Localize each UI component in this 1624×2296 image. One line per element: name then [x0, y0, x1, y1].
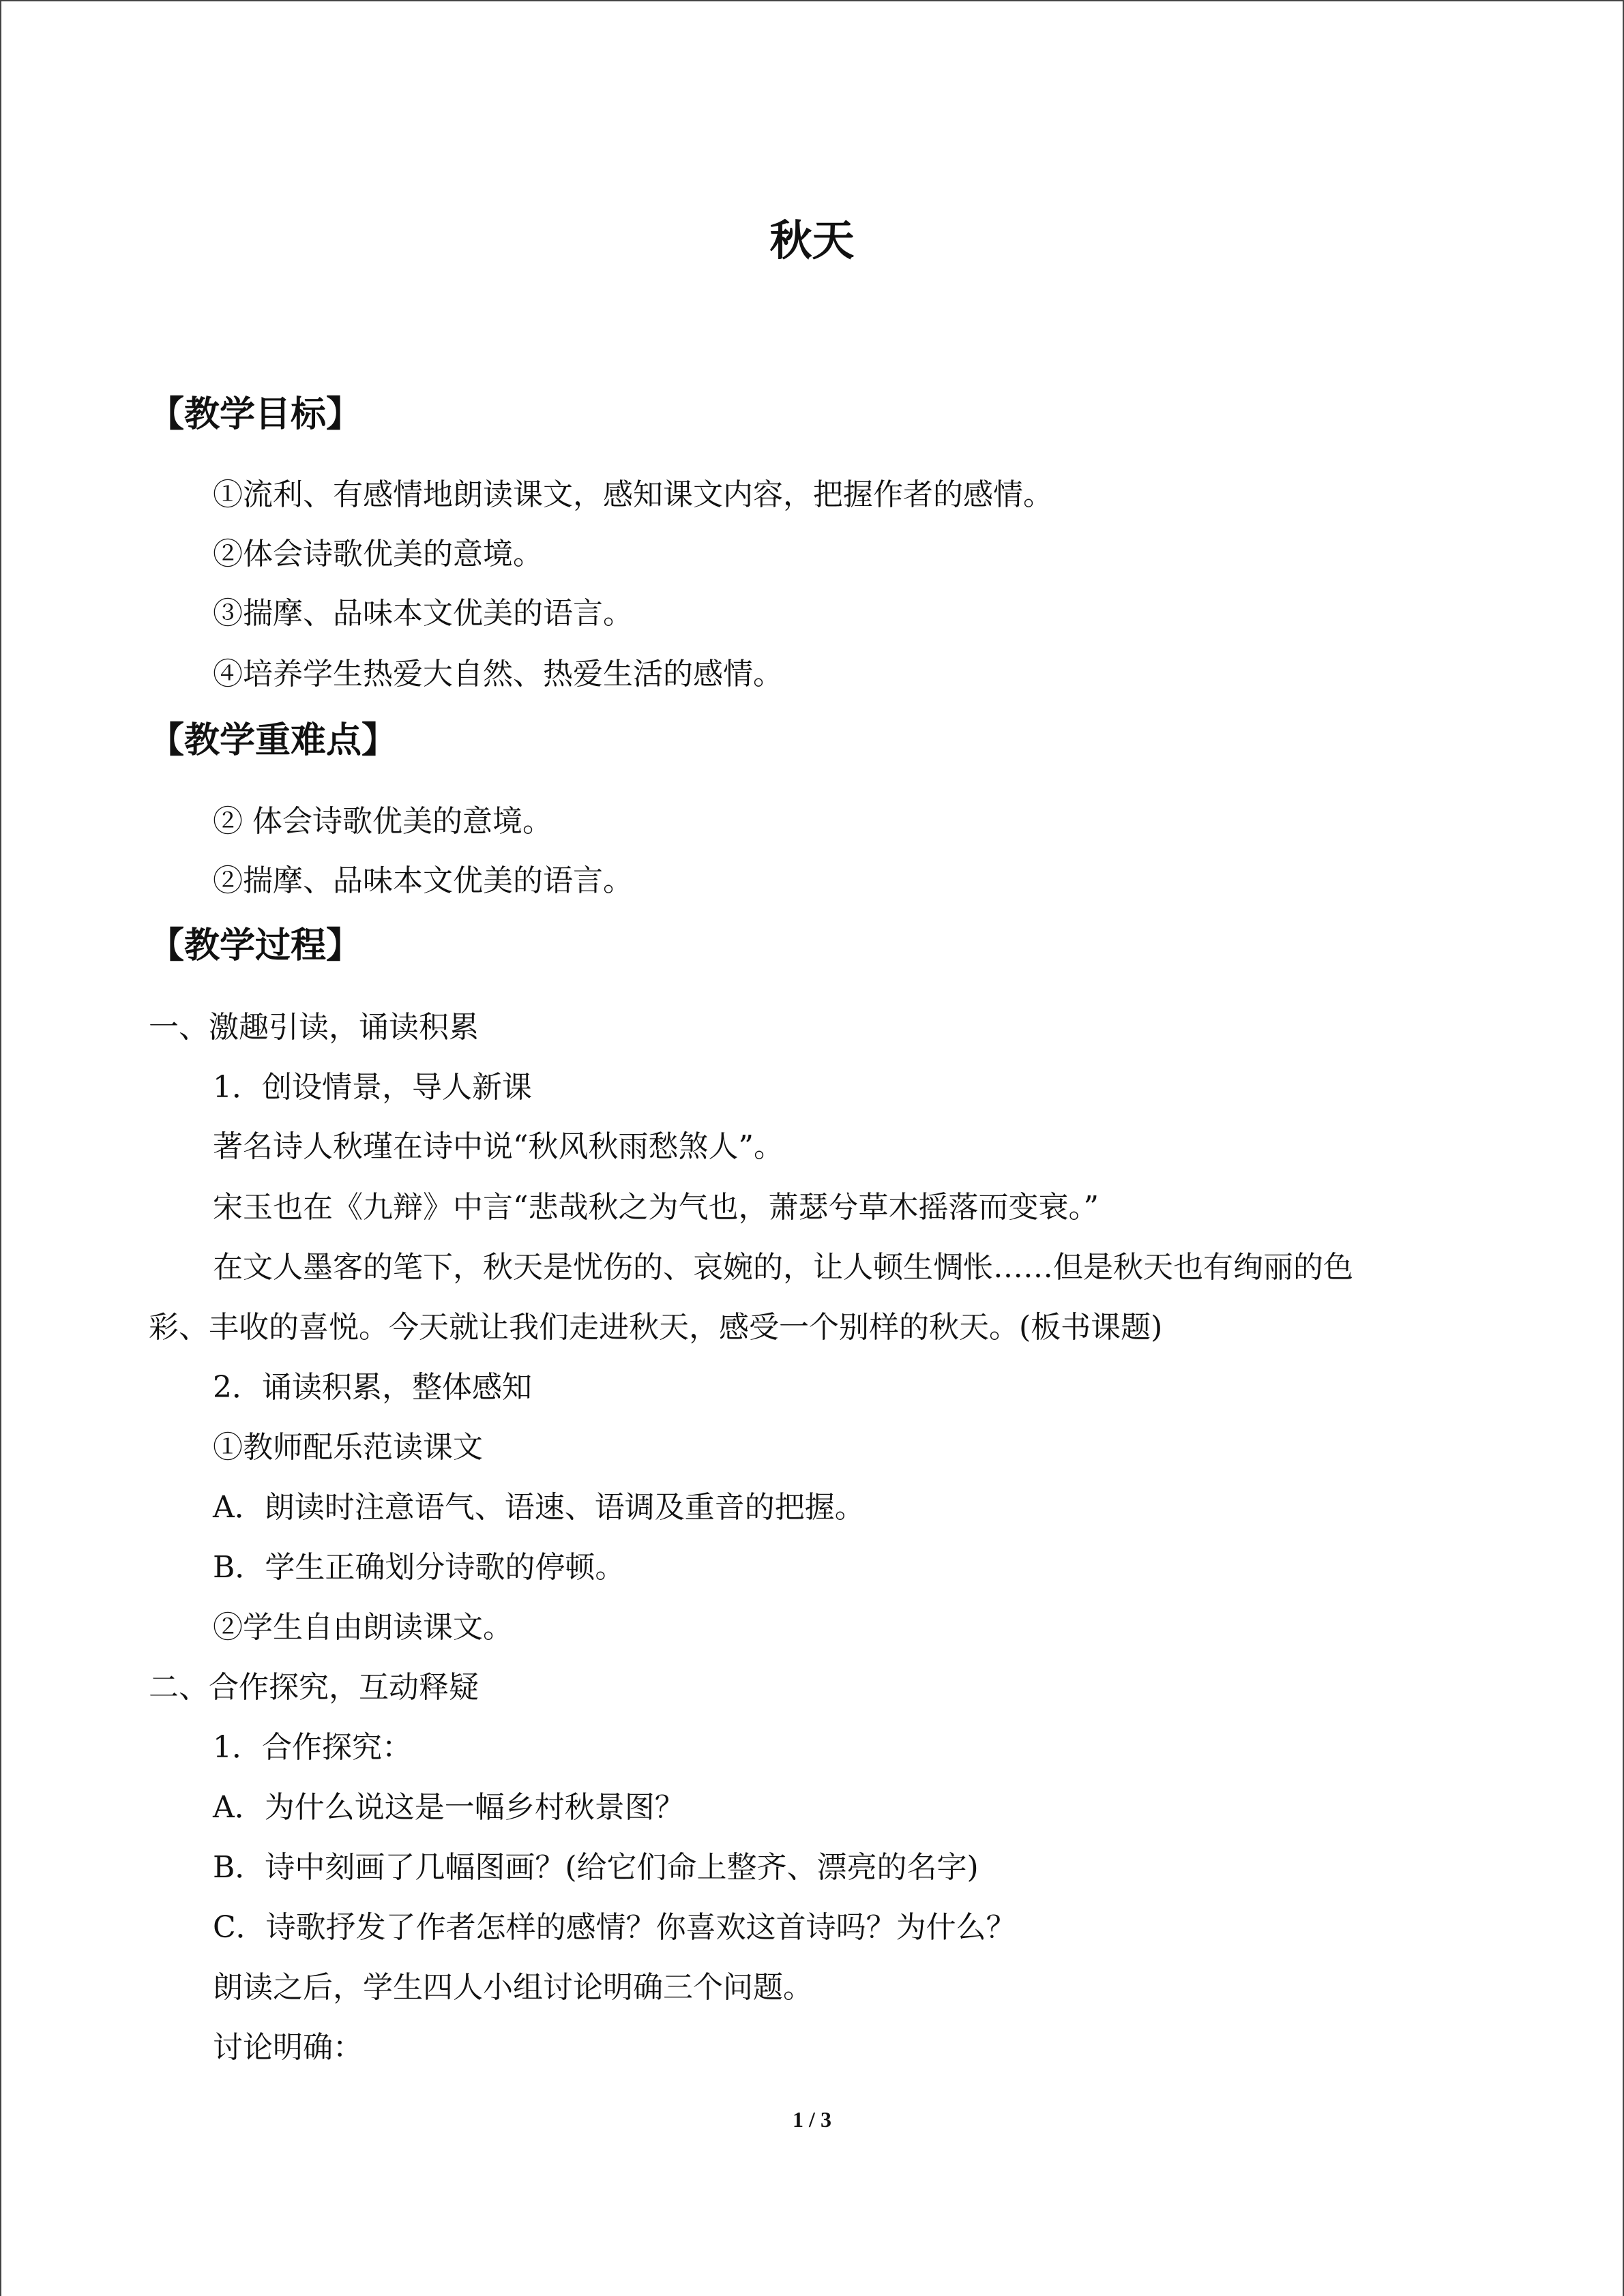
process-text: 在文人墨客的笔下，秋天是忧伤的、哀婉的，让人顿生惆怅……但是秋天也有绚丽的色: [213, 1250, 1353, 1285]
goal-item: ③揣摩、品味本文优美的语言。: [213, 596, 633, 631]
process-text: 宋玉也在《九辩》中言“悲哉秋之为气也，萧瑟兮草木摇落而变衰。”: [213, 1190, 1099, 1225]
process-text: ②学生自由朗读课文。: [213, 1610, 513, 1645]
process-text: 著名诗人秋瑾在诗中说“秋风秋雨愁煞人”。: [213, 1129, 784, 1164]
process-part-title: 二、合作探究，互动释疑: [149, 1670, 479, 1705]
page-title: 秋天: [769, 215, 855, 265]
process-question: C．诗歌抒发了作者怎样的感情？你喜欢这首诗吗？为什么？: [213, 1910, 1016, 1945]
process-part-title: 一、激趣引读，诵读积累: [149, 1010, 479, 1045]
key-point-item: ② 体会诗歌优美的意境。: [213, 804, 552, 839]
process-step: 1．创设情景，导人新课: [213, 1070, 532, 1105]
process-question: B．诗中刻画了几幅图画？(给它们命上整齐、漂亮的名字): [213, 1850, 979, 1885]
process-text: B．学生正确划分诗歌的停顿。: [213, 1550, 625, 1585]
process-text: A．朗读时注意语气、语速、语调及重音的把握。: [213, 1490, 865, 1525]
page-number: 1 / 3: [793, 2107, 831, 2132]
key-points-heading: 【教学重难点】: [149, 720, 398, 761]
process-question: A．为什么说这是一幅乡村秋景图？: [213, 1790, 685, 1825]
process-step: 1．合作探究：: [213, 1730, 412, 1765]
process-text: 朗读之后，学生四人小组讨论明确三个问题。: [213, 1970, 813, 2005]
goal-item: ④培养学生热爱大自然、热爱生活的感情。: [213, 657, 783, 691]
process-step: 2．诵读积累，整体感知: [213, 1370, 532, 1405]
process-text: ①教师配乐范读课文: [213, 1430, 483, 1465]
key-point-item: ②揣摩、品味本文优美的语言。: [213, 863, 633, 898]
process-text: 彩、丰收的喜悦。今天就让我们走进秋天，感受一个别样的秋天。(板书课题): [149, 1310, 1163, 1345]
goals-heading: 【教学目标】: [149, 394, 362, 435]
goal-item: ②体会诗歌优美的意境。: [213, 537, 543, 571]
goal-item: ①流利、有感情地朗读课文，感知课文内容，把握作者的感情。: [213, 477, 1053, 512]
process-heading: 【教学过程】: [149, 925, 362, 966]
process-text: 讨论明确：: [213, 2030, 363, 2065]
